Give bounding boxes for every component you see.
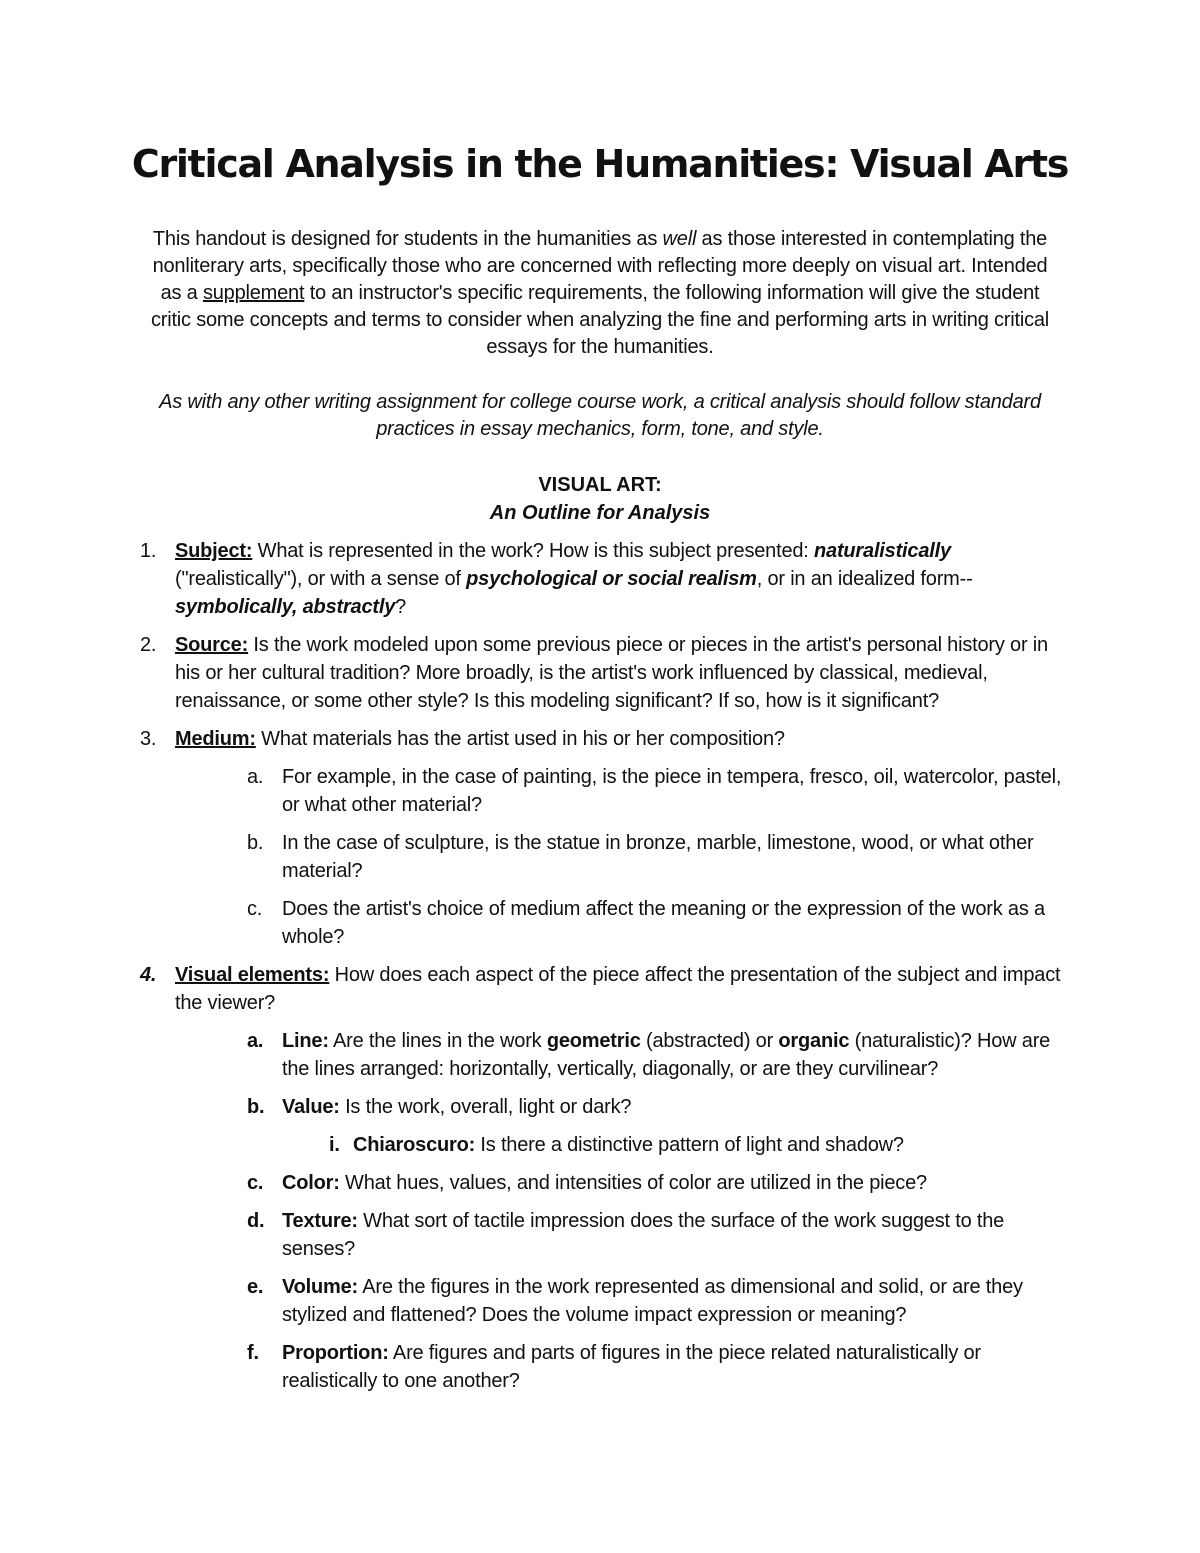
outline-list	[0, 537, 1200, 1395]
sub-item-medium-b	[247, 829, 1072, 885]
item-term: Subject:	[175, 540, 253, 562]
outline-title: VISUAL ART:	[538, 474, 662, 496]
item-text: , or in an idealized form--	[756, 568, 973, 590]
sub-item-letter: a.	[247, 766, 264, 788]
sub-item-letter: e.	[247, 1276, 264, 1298]
sub-item-keyword: geometric	[546, 1030, 641, 1052]
sub-item-letter: b.	[247, 832, 264, 854]
sub-item-proportion	[247, 1339, 1072, 1395]
sub-item-text: Are the lines in the work	[328, 1030, 547, 1052]
sub-item-text: (naturalistic)? How are the lines arranged: horizontally, vertically, diagonally, or are they curvilinear?	[282, 1030, 1051, 1080]
sub-item-text: What sort of tactile impression does the surface of the work suggest to the senses?	[282, 1210, 1005, 1260]
intro-emphasis-well: well	[662, 228, 697, 250]
sub-item-letter: d.	[247, 1210, 265, 1232]
item-number: 1.	[140, 540, 157, 562]
sub-item-volume	[247, 1273, 1072, 1329]
intro-supplement-link[interactable]: supplement	[202, 282, 305, 304]
sub-item-keyword: organic	[778, 1030, 850, 1052]
sub-item-medium-a	[247, 763, 1072, 819]
sub-item-text: For example, in the case of painting, is the piece in tempera, fresco, oil, watercolor, pastel, or what other material?	[282, 766, 1062, 816]
page-title: Critical Analysis in the Humanities: Visual Arts	[131, 142, 1069, 186]
item-term: Source:	[175, 634, 249, 656]
item-text: What materials has the artist used in his or her composition?	[255, 728, 785, 750]
sub-item-text: What hues, values, and intensities of color are utilized in the piece?	[339, 1172, 927, 1194]
sub-item-text: Is the work, overall, light or dark?	[339, 1096, 632, 1118]
intro-text-b: as those interested in contemplating the nonliterary arts, specifically those who are concerned with reflecting more deeply on visual art. Intended as a	[152, 228, 1048, 304]
item-term: Medium:	[175, 728, 256, 750]
sub-item-text: (abstracted) or	[640, 1030, 779, 1052]
sub-sub-item-term: Chiaroscuro:	[353, 1134, 476, 1156]
item-text: What is represented in the work? How is this subject presented:	[252, 540, 815, 562]
list-item-visual-elements	[140, 961, 1065, 1017]
intro-note: As with any other writing assignment for college course work, a critical analysis should follow standard practices in essay mechanics, form, tone, and style.	[159, 391, 1041, 440]
intro-text-c: to an instructor's specific requirements, the following information will give the student critic some concepts and terms to consider when analyzing the fine and performing arts in writing critical essays for the humanities.	[150, 282, 1050, 358]
sub-item-texture	[247, 1207, 1072, 1263]
item-text: ?	[395, 596, 407, 618]
list-item-source	[140, 631, 1065, 715]
sub-item-line	[247, 1027, 1072, 1083]
sub-item-medium-c	[247, 895, 1072, 951]
sub-item-term: Volume:	[282, 1276, 359, 1298]
sub-item-letter: b.	[247, 1096, 265, 1118]
intro-paragraph	[140, 226, 1060, 361]
sub-sub-item-letter: i.	[329, 1134, 340, 1156]
list-item-subject	[140, 537, 1065, 621]
item-number: 2.	[140, 634, 157, 656]
sub-item-color	[247, 1169, 1072, 1197]
sub-item-term: Value:	[282, 1096, 340, 1118]
sub-item-value	[247, 1093, 1072, 1121]
sub-item-term: Line:	[282, 1030, 329, 1052]
sub-item-text: Are figures and parts of figures in the piece related naturalistically or realistically to one another?	[282, 1342, 981, 1392]
item-text: ("realistically"), or with a sense of	[175, 568, 467, 590]
list-item-medium	[140, 725, 1065, 753]
outline-subtitle: An Outline for Analysis	[489, 502, 711, 524]
sub-item-letter: c.	[247, 898, 263, 920]
sub-item-term: Texture:	[282, 1210, 358, 1232]
sub-item-text: Does the artist's choice of medium affect the meaning or the expression of the work as a whole?	[282, 898, 1045, 948]
sub-item-letter: c.	[247, 1172, 264, 1194]
item-term: Visual elements:	[175, 964, 330, 986]
item-number: 4.	[140, 964, 157, 986]
sub-item-text: In the case of sculpture, is the statue in bronze, marble, limestone, wood, or what other material?	[282, 832, 1034, 882]
sub-item-term: Color:	[282, 1172, 340, 1194]
item-number: 3.	[140, 728, 157, 750]
item-keyword: symbolically, abstractly	[175, 596, 396, 618]
sub-item-letter: a.	[247, 1030, 264, 1052]
sub-item-term: Proportion:	[282, 1342, 389, 1364]
sub-item-letter: f.	[247, 1342, 259, 1364]
item-text: How does each aspect of the piece affect the presentation of the subject and impact the viewer?	[175, 964, 1061, 1014]
item-keyword: psychological or social realism	[466, 568, 757, 590]
item-keyword: naturalistically	[814, 540, 951, 562]
sub-item-text: Are the figures in the work represented as dimensional and solid, or are they stylized and flattened? Does the volume impact expression or meaning?	[282, 1276, 1023, 1326]
outline-heading	[0, 471, 1200, 527]
item-text: Is the work modeled upon some previous piece or pieces in the artist's personal history or in his or her cultural tradition? More broadly, is the artist's work influenced by classical, medieval, renaissance, or some other style? Is this modeling significant? If so, how is it significant?	[175, 634, 1048, 712]
intro-text-a: This handout is designed for students in the humanities as	[152, 228, 663, 250]
sub-sub-item-chiaroscuro	[329, 1131, 1073, 1159]
sub-sub-item-text: Is there a distinctive pattern of light and shadow?	[475, 1134, 904, 1156]
